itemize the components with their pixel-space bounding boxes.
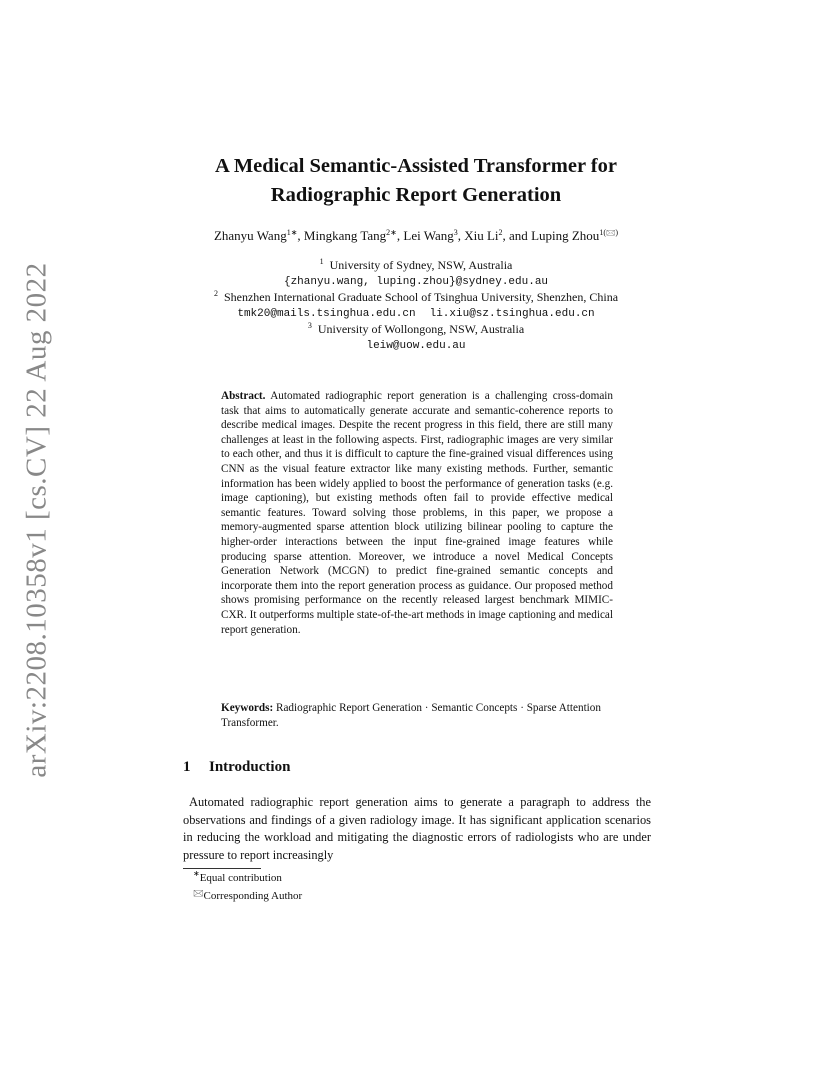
footnote-2: 🖂Corresponding Author: [193, 888, 303, 902]
footnote-1: ∗Equal contribution: [193, 869, 282, 884]
affiliations: [120, 258, 712, 354]
abstract-text: Automated radiographic report generation is a challenging cross-domain task that aims to automatically generate accurate and semantic-coherence reports to describe medical images. Despite the recent progress in this field, there are still many challenges at least in the following aspects. First, radiographic images are very similar to each other, and thus it is difficult to capture the fine-grained visual differences using CNN as the visual feature extractor like many existing methods. Further, semantic information has been widely applied to boost the performance of generation tasks (e.g. image captioning), but existing methods often fail to provide effective medical semantic features. Toward solving those problems, in this paper, we propose a memory-augmented sparse attention block utilizing bilinear pooling to capture the higher-order interactions between the input fine-grained image features while producing sparse attention. Moreover, we introduce a novel Medical Concepts Generation Network (MCGN) to predict fine-grained semantic concepts and incorporate them into the report generation process as guidance. Our proposed method shows promising performance on the recently released largest benchmark MIMIC-CXR. It outperforms multiple state-of-the-art methods in image captioning and medical report generation.: [221, 390, 614, 636]
arxiv-sidebar: [20, 262, 54, 778]
author: Zhanyu Wang$^{1∗}$,: [213, 228, 304, 243]
abstract: [221, 389, 613, 637]
affiliation-3-email: leiw@uow.edu.au: [366, 340, 466, 352]
author: Luping Zhou$^{1(🖂)}$: [531, 228, 619, 243]
affiliation-1-email: {zhanyu.wang, luping.zhou}@sydney.edu.au: [283, 276, 549, 288]
envelope-icon: 🖂: [193, 888, 204, 898]
section-title: Introduction: [209, 759, 291, 775]
author: Xiu Li$^2$, and: [464, 228, 532, 243]
section-number: 1: [183, 759, 191, 775]
keywords-label: Keywords:: [221, 702, 274, 714]
abstract-label: Abstract.: [221, 390, 266, 402]
affiliation-2-emails: tmk20@mails.tsinghua.edu.cn li.xiu@sz.tsinghua.edu.cn: [237, 308, 595, 320]
affiliation-1: $^1$ University of Sydney, NSW, Australia: [319, 257, 513, 272]
affiliation-2: $^2$ Shenzhen International Graduate School of Tsinghua University, Shenzhen, China: [213, 289, 619, 304]
affiliation-3: $^3$ University of Wollongong, NSW, Australia: [307, 321, 525, 336]
section-heading: [183, 759, 290, 776]
intro-paragraph: Automated radiographic report generation aims to generate a paragraph to address the observations and findings of a given radiology image. It has significant application scenarios in reducing the workload and mitigating the diagnostic errors of radiologists who are under pressure to report increasingly: [183, 795, 651, 862]
title-line-1: A Medical Semantic-Assisted Transformer for: [215, 155, 617, 177]
author: Mingkang Tang$^{2∗}$,: [303, 228, 404, 243]
arxiv-id: arXiv:2208.10358v1 [cs.CV] 22 Aug 2022: [20, 262, 53, 778]
author-list: [120, 228, 712, 244]
keywords: [221, 701, 621, 730]
keywords-text: Radiographic Report Generation · Semantic Concepts · Sparse Attention Transformer.: [221, 702, 601, 729]
footnotes: [193, 871, 302, 904]
paper-title: [140, 152, 692, 210]
title-line-2: Radiographic Report Generation: [270, 184, 562, 206]
author: Lei Wang$^3$,: [403, 228, 465, 243]
